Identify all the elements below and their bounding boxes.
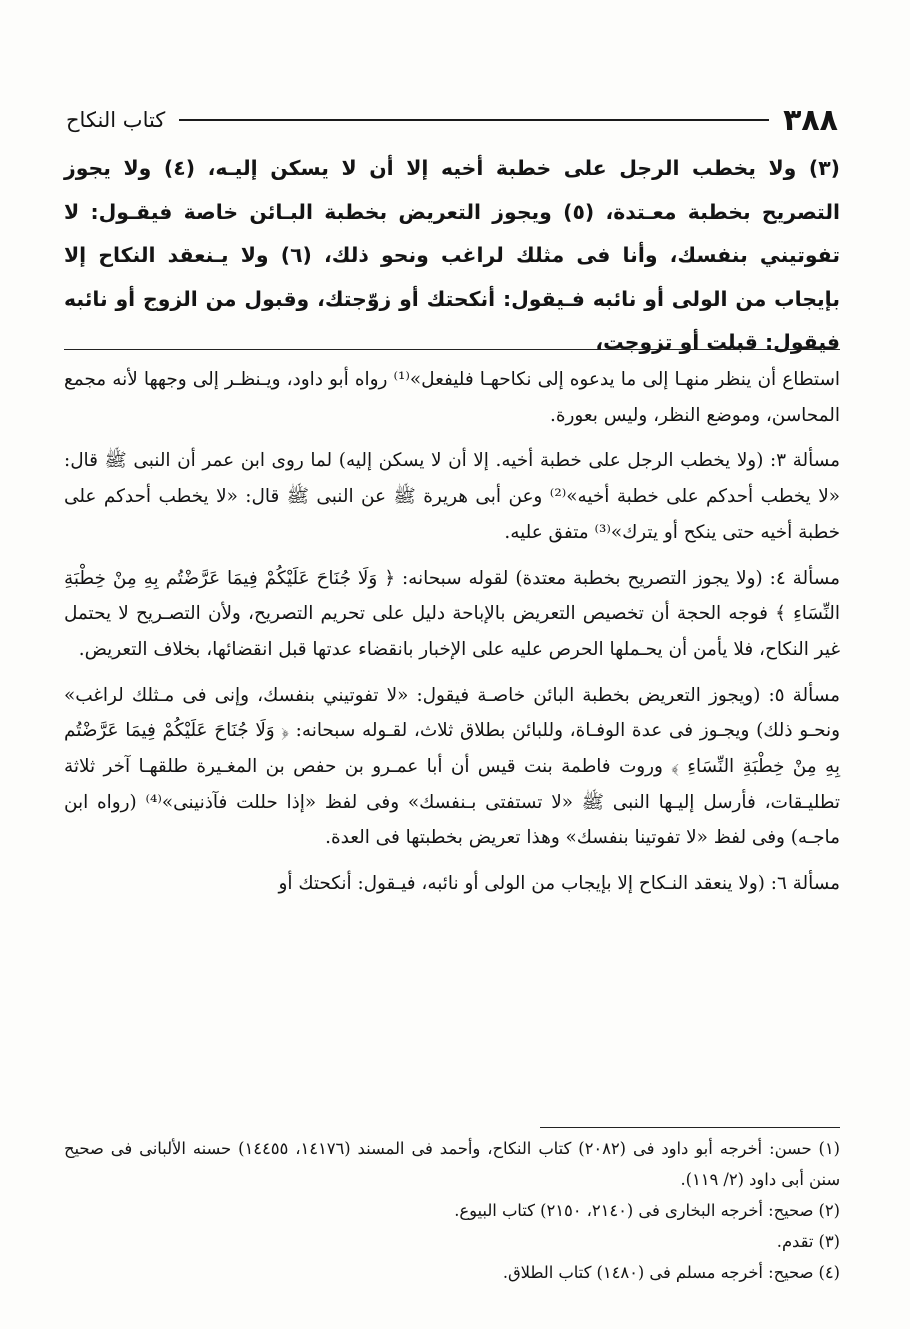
page-number: ٣٨٨ — [783, 102, 838, 138]
book-title: كتاب النكاح — [66, 108, 166, 132]
footnote-2: (٢) صحيح: أخرجه البخارى فى (٢١٤٠، ٢١٥٠) كتاب البيوع. — [454, 1201, 840, 1220]
footnote-1: (١) حسن: أخرجه أبو داود فى (٢٠٨٢) كتاب النكاح، وأحمد فى المسند (١٤١٧٦، ١٤٤٥٥) حسنه الألبانى فى صحيح سنن أبى داود (٢/ ١١٩). — [64, 1139, 841, 1189]
masala-3-paragraph: مسألة ٣: (ولا يخطب الرجل على خطبة أخيه. إلا أن لا يسكن إليه) لما روى ابن عمر أن النبى ﷺ قال: «لا يخطب أحدكم على خطبة أخيه»⁽²⁾ وعن أبى هريرة ﷺ عن النبى ﷺ قال: «لا يخطب أحدكم على خطبة أخيه حتى ينكح أو يترك»⁽³⁾ متفق عليه. — [64, 450, 840, 543]
matn-text — [64, 147, 840, 365]
footnotes — [64, 1133, 840, 1288]
header-rule — [179, 119, 769, 121]
footnote-separator-rule — [540, 1127, 840, 1128]
matn-separator-rule — [64, 349, 840, 350]
masala-5-paragraph: مسألة ٥: (ويجوز التعريض بخطبة البائن خاصـة فيقول: «لا تفوتيني بنفسك، وإنى فى مـثلك لراغب» ونحـو ذلك) ويجـوز فى عدة الوفـاة، وللبائن بطلاق ثلاث، لقـوله سبحانه: ﴿ وَلَا جُنَاحَ عَلَيْكُمْ فِيمَا عَرَّضْتُم بِهِ مِنْ خِطْبَةِ النِّسَاءِ ﴾ وروت فاطمة بنت قيس أن أبا عمـرو بن حفص بن المغـيرة طلقهـا آخر ثلاثة تطليـقات، فأرسل إليـها النبى ﷺ «لا تستفتى بـنفسك» وفى لفظ «إذا حللت فآذنينى»⁽⁴⁾ (رواه ابن ماجـه) وفى لفظ «لا تفوتينا بنفسك» وهذا تعريض بخطبتها فى العدة. — [64, 684, 840, 849]
commentary-text — [64, 362, 840, 902]
commentary-paragraph: استطاع أن ينظر منهـا إلى ما يدعوه إلى نكاحهـا فليفعل»⁽¹⁾ رواه أبو داود، ويـنظـر إلى وجهها لأنه مجمع المحاسن، وموضع النظر، وليس بعورة. — [64, 369, 840, 426]
footnote-4: (٤) صحيح: أخرجه مسلم فى (١٤٨٠) كتاب الطلاق. — [502, 1263, 840, 1282]
page-header — [66, 100, 838, 140]
matn-paragraph: (٣) ولا يخطب الرجل على خطبة أخيه إلا أن لا يسكن إليـه، (٤) ولا يجوز التصريح بخطبة معـتدة، (٥) ويجوز التعريض بخطبة البـائن خاصة فيقـول: لا تفوتيني بنفسك، وأنا فى مثلك لراغب ونحو ذلك، (٦) ولا يـنعقد النكاح إلا بإيجاب من الولى أو نائبه فـيقول: أنكحتك أو زوّجتك، وقبول من الزوج أو نائبه فيقول: قبلت أو تزوجت، — [64, 156, 840, 354]
masala-4-paragraph: مسألة ٤: (ولا يجوز التصريح بخطبة معتدة) لقوله سبحانه: ﴿ وَلَا جُنَاحَ عَلَيْكُمْ فِيمَا عَرَّضْتُم بِهِ مِنْ خِطْبَةِ النِّسَاءِ ﴾ فوجه الحجة أن تخصيص التعريض بالإباحة دليل على تحريم التصريح، ولأن التصـريح لا يحتمل غير النكاح، فلا يأمن أن يحـملها الحرص عليه على الإخبار بانقضاء عدتها قبل انقضائها، بخلاف التعريض. — [64, 567, 841, 660]
masala-6-paragraph: مسألة ٦: (ولا ينعقد النـكاح إلا بإيجاب من الولى أو نائبه، فيـقول: أنكحتك أو — [278, 873, 840, 895]
footnote-3: (٣) تقدم. — [776, 1232, 840, 1251]
